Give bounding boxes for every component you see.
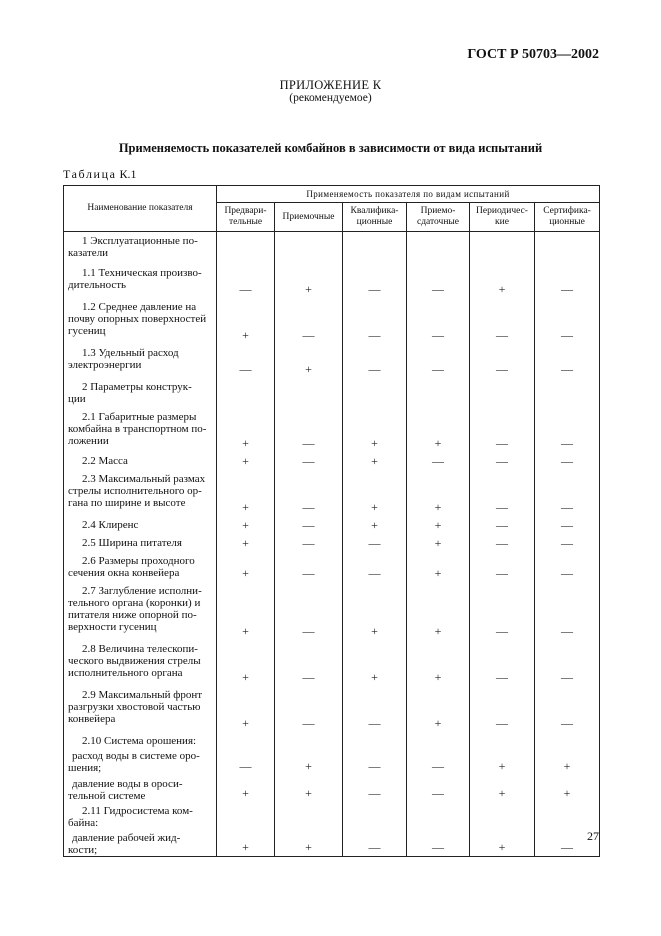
mark-cell: —: [535, 344, 600, 378]
mark-cell: +: [217, 582, 275, 640]
section-heading: Применяемость показателей комбайнов в зависимости от вида испытаний: [118, 141, 543, 155]
row-name-text: 1.2 Среднее давление на почву опорных поверхностей гусениц: [68, 300, 207, 337]
mark-cell: +: [275, 775, 343, 802]
mark-cell: +: [407, 686, 470, 732]
mark-cell: —: [535, 640, 600, 686]
mark-cell: —: [343, 775, 407, 802]
mark-cell: [470, 802, 535, 829]
row-name-text: 2.5 Ширина питателя: [82, 536, 182, 549]
mark-cell: —: [275, 640, 343, 686]
page-number: 27: [587, 829, 599, 843]
mark-cell: —: [470, 552, 535, 582]
mark-cell: +: [217, 552, 275, 582]
row-name-text: расход воды в системе оро- шения;: [68, 749, 200, 774]
mark-cell: [217, 732, 275, 747]
mark-cell: [407, 232, 470, 264]
col-header-3: Квалифика- ционные: [343, 203, 407, 232]
mark-cell: [343, 232, 407, 264]
mark-cell: +: [407, 408, 470, 452]
row-name: [64, 552, 217, 582]
table-row: [64, 802, 600, 829]
mark-cell: —: [535, 552, 600, 582]
mark-cell: +: [407, 640, 470, 686]
mark-cell: +: [407, 552, 470, 582]
table-row: [64, 732, 600, 747]
mark-cell: —: [343, 534, 407, 552]
mark-cell: —: [275, 516, 343, 534]
mark-cell: —: [275, 452, 343, 470]
mark-cell: —: [535, 534, 600, 552]
row-name-text: 2.11 Гидросистема ком- байна:: [68, 804, 193, 829]
mark-cell: —: [470, 516, 535, 534]
row-name: [64, 344, 217, 378]
mark-cell: —: [470, 686, 535, 732]
mark-cell: —: [343, 552, 407, 582]
mark-cell: —: [343, 264, 407, 298]
mark-cell: —: [407, 298, 470, 344]
row-name-text: 2.6 Размеры проходного сечения окна конвейера: [68, 554, 195, 579]
row-name: [64, 747, 217, 775]
mark-cell: —: [217, 344, 275, 378]
row-name: [64, 582, 217, 640]
row-name: [64, 408, 217, 452]
mark-cell: —: [535, 582, 600, 640]
table-row: [64, 829, 600, 857]
mark-cell: [535, 232, 600, 264]
mark-cell: +: [275, 829, 343, 857]
col-header-name: Наименование показателя: [64, 186, 217, 232]
table-row: [64, 298, 600, 344]
mark-cell: —: [275, 408, 343, 452]
mark-cell: [407, 378, 470, 408]
row-name: [64, 686, 217, 732]
mark-cell: +: [343, 640, 407, 686]
mark-cell: [535, 802, 600, 829]
table-row: [64, 534, 600, 552]
table-row: [64, 686, 600, 732]
mark-cell: —: [275, 552, 343, 582]
row-name-text: 2.8 Величина телескопи- ческого выдвижения стрелы исполнительного органа: [68, 642, 201, 679]
row-name-text: 2.7 Заглубление исполни- тельного органа (коронки) и питателя ниже опорной по- верхности гусениц: [68, 584, 202, 633]
appendix-title: ПРИЛОЖЕНИЕ К: [279, 78, 382, 92]
col-group-header: Применяемость показателя по видам испытаний: [217, 186, 600, 203]
mark-cell: +: [535, 747, 600, 775]
table-label-number: К.1: [119, 167, 137, 181]
mark-cell: +: [217, 686, 275, 732]
table-row: [64, 775, 600, 802]
mark-cell: —: [275, 686, 343, 732]
table-row: [64, 232, 600, 264]
mark-cell: +: [343, 408, 407, 452]
mark-cell: —: [343, 686, 407, 732]
mark-cell: +: [217, 640, 275, 686]
mark-cell: [535, 378, 600, 408]
mark-cell: [217, 232, 275, 264]
mark-cell: —: [407, 264, 470, 298]
row-name-text: 2.2 Масса: [82, 454, 128, 467]
mark-cell: +: [275, 264, 343, 298]
row-name-text: 2.10 Система орошения:: [82, 734, 197, 747]
mark-cell: —: [535, 686, 600, 732]
mark-cell: [217, 378, 275, 408]
table-row: [64, 408, 600, 452]
document-code: ГОСТ Р 50703—2002: [467, 47, 599, 62]
row-name-text: 1.1 Техническая произво- дительность: [68, 266, 202, 291]
mark-cell: —: [343, 298, 407, 344]
table-row: [64, 582, 600, 640]
table-row: [64, 747, 600, 775]
mark-cell: +: [535, 775, 600, 802]
mark-cell: [470, 732, 535, 747]
mark-cell: +: [407, 470, 470, 516]
table-row: [64, 344, 600, 378]
row-name: [64, 232, 217, 264]
mark-cell: —: [535, 516, 600, 534]
mark-cell: +: [343, 516, 407, 534]
row-name: [64, 452, 217, 470]
mark-cell: [343, 802, 407, 829]
table-label-word: Таблица: [63, 167, 117, 181]
table-row: [64, 264, 600, 298]
mark-cell: +: [470, 747, 535, 775]
table-row: [64, 452, 600, 470]
table-row: [64, 378, 600, 408]
row-name: [64, 298, 217, 344]
mark-cell: +: [343, 582, 407, 640]
mark-cell: [407, 802, 470, 829]
row-name: [64, 264, 217, 298]
table-row: [64, 470, 600, 516]
mark-cell: +: [217, 829, 275, 857]
row-name-text: 1 Эксплуатационные по- казатели: [68, 235, 198, 259]
mark-cell: +: [343, 470, 407, 516]
mark-cell: [470, 232, 535, 264]
table-row: [64, 552, 600, 582]
mark-cell: +: [217, 534, 275, 552]
mark-cell: —: [217, 264, 275, 298]
mark-cell: [275, 378, 343, 408]
applicability-table: [63, 185, 600, 857]
mark-cell: —: [275, 298, 343, 344]
mark-cell: +: [217, 516, 275, 534]
mark-cell: +: [275, 344, 343, 378]
mark-cell: +: [470, 829, 535, 857]
mark-cell: —: [470, 534, 535, 552]
mark-cell: [343, 378, 407, 408]
mark-cell: —: [407, 344, 470, 378]
mark-cell: +: [407, 516, 470, 534]
row-name: [64, 802, 217, 829]
mark-cell: —: [535, 452, 600, 470]
col-header-1: Предвари- тельные: [217, 203, 275, 232]
row-name: [64, 516, 217, 534]
mark-cell: —: [470, 452, 535, 470]
mark-cell: [275, 802, 343, 829]
row-name-text: давление воды в ороси- тельной системе: [68, 777, 183, 802]
mark-cell: [275, 732, 343, 747]
mark-cell: —: [275, 470, 343, 516]
mark-cell: [217, 802, 275, 829]
mark-cell: —: [407, 775, 470, 802]
row-name: [64, 534, 217, 552]
mark-cell: —: [407, 452, 470, 470]
row-name-text: 2.1 Габаритные размеры комбайна в транспортном по- ложении: [68, 410, 207, 447]
mark-cell: +: [275, 747, 343, 775]
mark-cell: +: [470, 775, 535, 802]
row-name-text: 1.3 Удельный расход электроэнергии: [68, 346, 179, 371]
mark-cell: +: [217, 470, 275, 516]
row-name: [64, 640, 217, 686]
mark-cell: +: [407, 534, 470, 552]
col-header-2: Приемочные: [275, 203, 343, 232]
mark-cell: —: [217, 747, 275, 775]
table-body: [64, 232, 600, 857]
row-name: [64, 378, 217, 408]
table-row: [64, 516, 600, 534]
table-row: [64, 640, 600, 686]
mark-cell: —: [407, 747, 470, 775]
col-header-6: Сертифика- ционные: [535, 203, 600, 232]
col-header-4: Приемо- сдаточные: [407, 203, 470, 232]
row-name: [64, 732, 217, 747]
appendix-subtitle: (рекомендуемое): [289, 92, 372, 104]
mark-cell: —: [470, 344, 535, 378]
mark-cell: —: [275, 582, 343, 640]
row-name-text: давление рабочей жид- кости;: [68, 831, 181, 856]
mark-cell: +: [343, 452, 407, 470]
mark-cell: +: [217, 298, 275, 344]
mark-cell: —: [470, 298, 535, 344]
mark-cell: —: [535, 298, 600, 344]
mark-cell: —: [470, 408, 535, 452]
table-label: [63, 167, 137, 182]
mark-cell: +: [407, 582, 470, 640]
mark-cell: [275, 232, 343, 264]
mark-cell: —: [343, 344, 407, 378]
mark-cell: [535, 732, 600, 747]
mark-cell: +: [217, 775, 275, 802]
mark-cell: —: [407, 829, 470, 857]
mark-cell: +: [217, 452, 275, 470]
mark-cell: [407, 732, 470, 747]
mark-cell: —: [535, 470, 600, 516]
row-name: [64, 775, 217, 802]
mark-cell: —: [343, 829, 407, 857]
mark-cell: —: [535, 264, 600, 298]
mark-cell: —: [535, 408, 600, 452]
mark-cell: —: [470, 640, 535, 686]
row-name-text: 2 Параметры конструк- ции: [68, 380, 192, 405]
mark-cell: —: [275, 534, 343, 552]
mark-cell: —: [470, 582, 535, 640]
col-header-5: Периодичес- кие: [470, 203, 535, 232]
row-name-text: 2.3 Максимальный размах стрелы исполнительного ор- гана по ширине и высоте: [68, 472, 206, 509]
mark-cell: —: [535, 829, 600, 857]
row-name: [64, 829, 217, 857]
mark-cell: —: [470, 470, 535, 516]
mark-cell: +: [470, 264, 535, 298]
mark-cell: [343, 732, 407, 747]
row-name: [64, 470, 217, 516]
row-name-text: 2.4 Клиренс: [82, 518, 139, 531]
mark-cell: [470, 378, 535, 408]
mark-cell: +: [217, 408, 275, 452]
row-name-text: 2.9 Максимальный фронт разгрузки хвостовой частью конвейера: [68, 688, 203, 725]
mark-cell: —: [343, 747, 407, 775]
